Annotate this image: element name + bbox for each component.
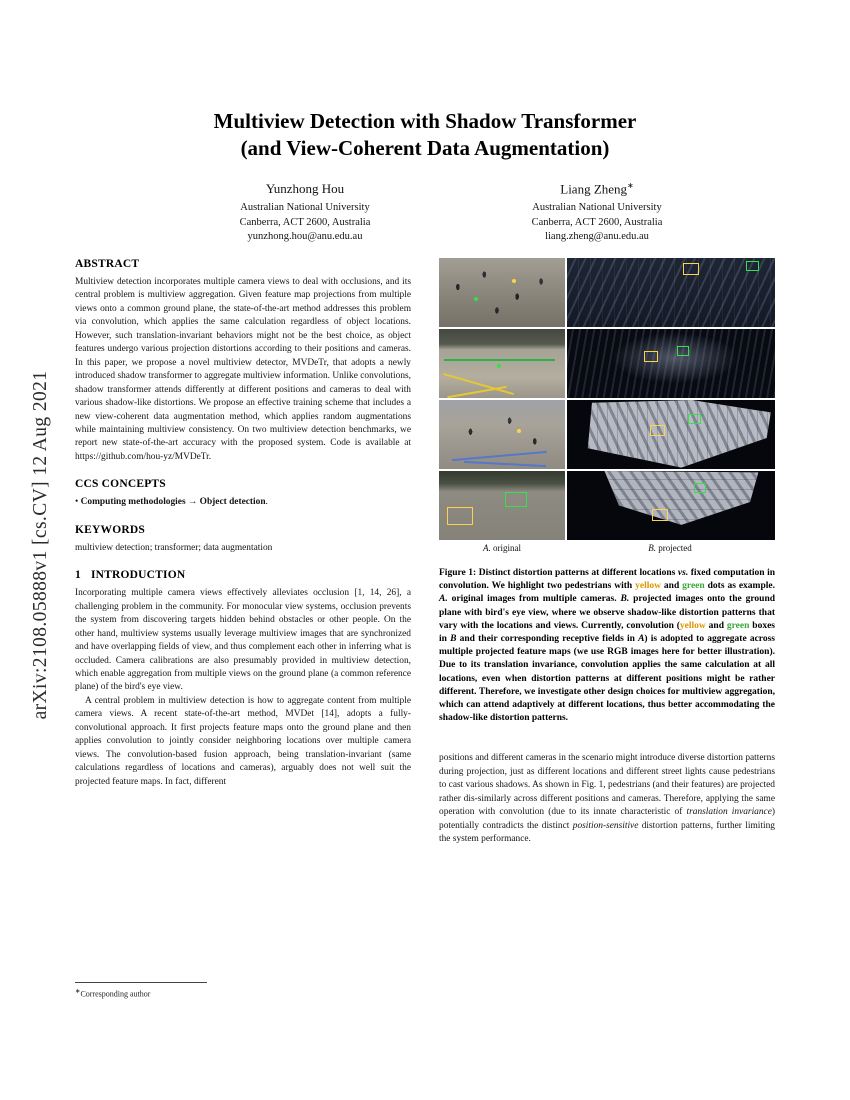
figure-1	[439, 258, 775, 725]
caption-segment-italic: B.	[620, 594, 630, 605]
ccs-text	[75, 496, 411, 509]
author-email: liang.zheng@anu.edu.au	[545, 231, 649, 243]
figure1-camera-image-3	[439, 400, 565, 469]
green-receptive-field-box	[505, 492, 527, 507]
yellow-receptive-field-box	[447, 507, 473, 525]
caption-segment: original images from multiple cameras.	[447, 594, 621, 605]
footnote-mark: ∗	[75, 988, 81, 995]
figure1-projected-image-4	[567, 471, 775, 540]
projected-ground-region	[567, 400, 775, 469]
ccs-concept-2: Object detection	[199, 497, 266, 508]
caption-word-green: green	[682, 581, 705, 592]
figure1-image-grid	[439, 258, 775, 540]
yellow-highlight-box	[652, 509, 668, 521]
blue-grid-line	[464, 461, 546, 467]
label-a-letter: A.	[483, 543, 491, 553]
yellow-highlight-box	[683, 263, 699, 275]
introduction-paragraph-2: A central problem in multiview detection is how to aggregate content from multiple camera views. A recent state-of-the-art method, MVDet [14], adopts a fully-convolutional approach. It first projects feature maps onto the ground plane and then applies convolution to jointly consider neighboring locations over multiple camera views. The convolution-based fusion approach, being translation-invariant (same calculations regardless of locations and cameras), arguably does not well suit the projected feature maps. In fact, different	[75, 695, 411, 787]
yellow-ground-line	[447, 386, 507, 398]
abstract-body: Multiview detection incorporates multiple camera views to deal with occlusions, and its central problem is multiview aggregation. Given feature map projections from multiple views onto a common ground plane, the state-of-the-art method addresses this problem via convolution, which applies the same calculation regardless of object locations. However, such translation-invariant behaviors might not be the best choice, as object features undergo various projection distortions according to their positions and cameras. In this paper, we propose a novel multiview detector, MVDeTr, that adopts a newly introduced shadow transformer to aggregate multiview information. Unlike convolutions, shadow transformer attends differently at different positions and cameras to deal with various shadow-like distortions. We propose an effective training scheme that includes a new view-coherent data augmentation method, which applies random augmentations while maintaining multiview consistency. On two multiview detection benchmarks, we report new state-of-the-art accuracy with the proposed system. Code is available at	[75, 277, 411, 449]
title-block	[0, 108, 850, 162]
label-a-text: original	[490, 543, 521, 553]
introduction-heading	[75, 569, 411, 581]
caption-segment-italic: A.	[439, 594, 448, 605]
corresponding-author-mark: ∗	[627, 181, 634, 190]
green-highlight-box	[694, 483, 706, 493]
caption-segment-italic: A	[638, 634, 645, 645]
arxiv-watermark: arXiv:2108.05888v1 [cs.CV] 12 Aug 2021	[30, 370, 51, 720]
author-affiliation: Australian National University	[532, 202, 662, 214]
yellow-pedestrian-dot	[517, 429, 521, 433]
abstract-period: .	[208, 451, 212, 462]
caption-segment: dots as example.	[704, 581, 775, 592]
caption-segment-italic: B	[450, 634, 457, 645]
paper-title-line-2: (and View-Coherent Data Augmentation)	[240, 136, 610, 160]
figure1-row-1	[439, 258, 775, 327]
caption-word-green: green	[726, 620, 750, 631]
caption-segment: projected images onto the ground plane with bird's eye view, where we observe shadow-like distortion patterns that vary with the locations and views. Currently, convolution (	[439, 594, 776, 631]
figure1-projected-image-2	[567, 329, 775, 398]
right-column	[439, 258, 775, 847]
keywords-text: multiview detection; transformer; data augmentation	[75, 542, 273, 553]
green-ground-line	[444, 359, 555, 361]
figure1-row-2	[439, 329, 775, 398]
blue-grid-line	[452, 451, 546, 461]
paper-title-line-1: Multiview Detection with Shadow Transformer	[213, 109, 637, 133]
keywords-heading: KEYWORDS	[75, 523, 145, 536]
caption-segment: Figure 1: Distinct distortion patterns at different locations	[439, 568, 678, 578]
author-name	[422, 181, 772, 197]
yellow-highlight-box	[650, 425, 665, 436]
paper-title	[0, 108, 850, 162]
green-highlight-box	[677, 346, 689, 356]
figure1-caption	[439, 567, 775, 725]
left-column	[75, 258, 411, 789]
label-b-letter: B.	[648, 543, 656, 553]
author-name-text: Yunzhong Hou	[265, 181, 345, 196]
caption-segment: ) is adopted to aggregate across multiple projected feature maps (we use RGB images here for better illustration). Due to its translation invariance, convolution applies the same calculation at all locations, even when distortion patterns at different positions might be rather different. Therefore, we investigate other design choices for multiview aggregation, which can attend adaptively at different locations, thus better accommodating the shadow-like distortion patterns.	[439, 634, 775, 724]
ccs-period: .	[265, 497, 268, 508]
yellow-pedestrian-dot	[512, 279, 516, 283]
figure1-label-projected	[565, 543, 775, 553]
green-pedestrian-dot	[474, 297, 478, 301]
projected-ground-region	[567, 471, 775, 540]
introduction-paragraph-1: Incorporating multiple camera views effectively alleviates occlusion [1, 14, 26], a challenging problem in the community. For monocular view systems, occlusion prevents the system from discovering targets hidden behind obstacles or other people. On the other hand, multiview systems usually leverage multiview images that are synchronized and have overlapping fields of view, and thus complement each other in inferring what is occluded. Camera calibrations are also presumably provided in multiview detection, which enable aggregation from multiple views on the ground plane (a common reference plane) of the bird's eye view.	[75, 588, 411, 693]
author-affiliation: Canberra, ACT 2600, Australia	[531, 216, 663, 228]
text-segment: positions and different cameras in the scenario might introduce diverse distortion patterns during projection, just as different locations and different street lights cause pedestrians to cast various shadows. As shown in Fig. 1, pedestrians (and their features) are projected rather dis-similarly across different positions and cameras. Therefore, applying the same operation with convolution (due to its innate characteristic of	[439, 753, 775, 818]
text-segment-italic: translation invariance	[686, 807, 772, 818]
green-pedestrian-dot	[497, 364, 501, 368]
footnote-text: Corresponding author	[80, 989, 151, 999]
author-block-2	[422, 181, 772, 245]
abstract-text	[75, 276, 411, 464]
code-repository-link[interactable]: https://github.com/hou-yz/MVDeTr	[75, 451, 209, 462]
caption-word-yellow: yellow	[635, 581, 661, 592]
continuation-paragraph	[439, 752, 775, 846]
ccs-bullet: •	[75, 497, 81, 508]
caption-segment: boxes in	[439, 620, 775, 645]
figure1-column-labels	[439, 543, 775, 553]
section-number: 1	[75, 569, 81, 582]
caption-segment-italic: vs.	[677, 568, 689, 578]
figure1-camera-image-4	[439, 471, 565, 540]
author-affiliation: Canberra, ACT 2600, Australia	[239, 216, 371, 228]
ccs-heading: CCS CONCEPTS	[75, 478, 166, 491]
author-name-text: Liang Zheng	[560, 181, 628, 197]
yellow-highlight-box	[644, 351, 658, 362]
caption-word-yellow: yellow	[679, 620, 706, 631]
figure1-row-4	[439, 471, 775, 540]
text-segment: distortion patterns, further limiting the system performance.	[439, 820, 775, 845]
caption-segment: and	[660, 581, 683, 592]
figure1-camera-image-1	[439, 258, 565, 327]
figure1-projected-image-3	[567, 400, 775, 469]
caption-segment: and their corresponding receptive fields in	[456, 634, 639, 645]
section-title: INTRODUCTION	[90, 569, 186, 582]
green-highlight-box	[688, 414, 701, 424]
corresponding-author-footnote	[75, 982, 411, 1000]
caption-segment: fixed computation in convolution. We highlight two pedestrians with	[439, 568, 775, 592]
label-b-text: projected	[656, 543, 692, 553]
caption-segment: and	[705, 620, 727, 631]
text-segment-italic: position-sensitive	[572, 820, 639, 831]
abstract-heading: ABSTRACT	[75, 258, 140, 270]
green-highlight-box	[746, 261, 759, 271]
figure1-projected-image-1	[567, 258, 775, 327]
author-email: yunzhong.hou@anu.edu.au	[247, 231, 363, 242]
ccs-arrow: →	[185, 497, 200, 508]
author-affiliation: Australian National University	[240, 202, 370, 213]
figure1-row-3	[439, 400, 775, 469]
text-segment: ) potentially contradicts the distinct	[439, 807, 775, 831]
figure1-label-original	[439, 543, 565, 553]
figure1-camera-image-2	[439, 329, 565, 398]
ccs-concept-1: Computing methodologies	[80, 497, 186, 508]
